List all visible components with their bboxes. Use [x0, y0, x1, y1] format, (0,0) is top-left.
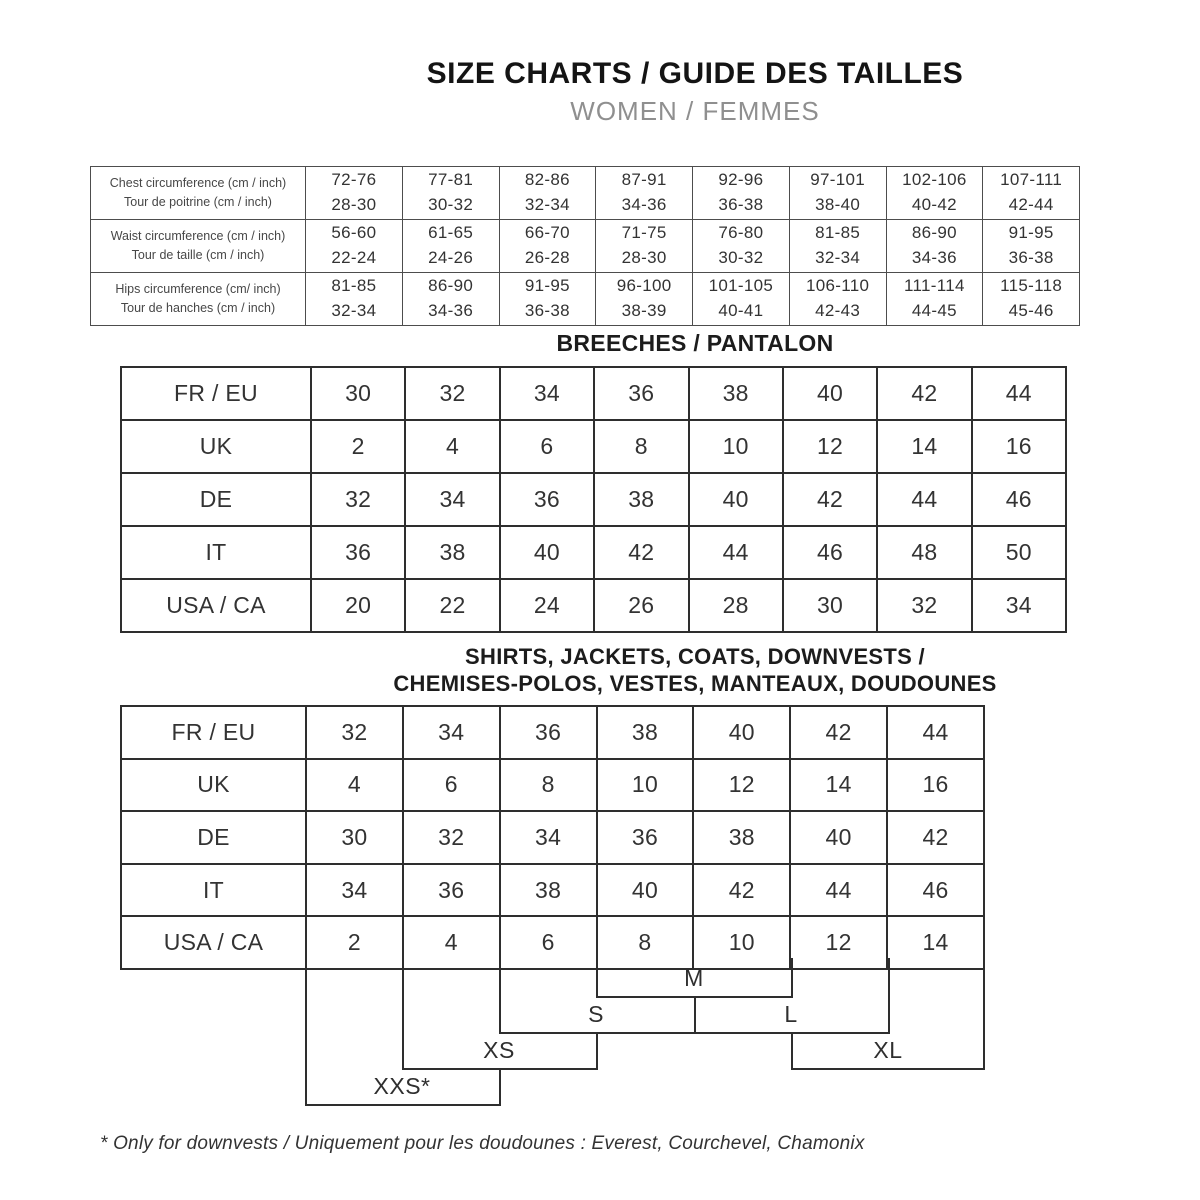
- size-cell: 42: [790, 706, 887, 759]
- size-row: [121, 420, 1066, 473]
- bracket-line: [983, 958, 985, 1068]
- bracket-line-xxs: [305, 1104, 501, 1106]
- shirts-table-body: [121, 706, 984, 969]
- measurement-label: Chest circumference (cm / inch) Tour de poitrine (cm / inch): [91, 167, 306, 220]
- size-row: [121, 367, 1066, 420]
- size-cell: 40: [689, 473, 783, 526]
- bracket-line: [596, 1032, 598, 1068]
- size-cell: 38: [689, 367, 783, 420]
- size-bracket-diagram: [120, 958, 985, 1133]
- measurement-cell: 82-86 32-34: [499, 167, 596, 220]
- size-cell: 10: [693, 916, 790, 969]
- size-cell: 40: [790, 811, 887, 864]
- size-cell: 16: [887, 759, 984, 812]
- measurement-cell: 101-105 40-41: [693, 273, 790, 326]
- bracket-line: [791, 958, 793, 996]
- size-row: [121, 526, 1066, 579]
- size-row: [121, 706, 984, 759]
- measurement-cell: 92-96 36-38: [693, 167, 790, 220]
- measurement-cell: 91-95 36-38: [983, 220, 1080, 273]
- size-cell: 42: [594, 526, 688, 579]
- size-cell: 44: [887, 706, 984, 759]
- bracket-line-xs: [402, 1068, 598, 1070]
- size-cell: 32: [403, 811, 500, 864]
- measurement-label: Waist circumference (cm / inch) Tour de taille (cm / inch): [91, 220, 306, 273]
- bracket-line-xl: [791, 1068, 985, 1070]
- size-row-label: IT: [121, 526, 311, 579]
- size-cell: 12: [783, 420, 877, 473]
- size-cell: 38: [693, 811, 790, 864]
- size-cell: 30: [306, 811, 403, 864]
- measurement-cell: 97-101 38-40: [789, 167, 886, 220]
- size-cell: 34: [306, 864, 403, 917]
- size-cell: 30: [783, 579, 877, 632]
- bracket-line-s-l: [499, 1032, 890, 1034]
- bracket-line: [305, 958, 307, 1104]
- size-row: [121, 473, 1066, 526]
- size-cell: 2: [311, 420, 405, 473]
- size-cell: 46: [783, 526, 877, 579]
- measurement-row: [91, 167, 1080, 220]
- size-cell: 40: [500, 526, 594, 579]
- measurement-cell: 107-111 42-44: [983, 167, 1080, 220]
- measurement-cell: 71-75 28-30: [596, 220, 693, 273]
- size-cell: 12: [790, 916, 887, 969]
- size-cell: 50: [972, 526, 1066, 579]
- measurement-cell: 72-76 28-30: [306, 167, 403, 220]
- size-cell: 32: [306, 706, 403, 759]
- size-cell: 42: [887, 811, 984, 864]
- size-cell: 6: [500, 916, 597, 969]
- size-cell: 36: [311, 526, 405, 579]
- size-cell: 38: [405, 526, 499, 579]
- size-cell: 34: [972, 579, 1066, 632]
- size-cell: 44: [689, 526, 783, 579]
- size-cell: 14: [887, 916, 984, 969]
- measurement-cell: 111-114 44-45: [886, 273, 983, 326]
- size-cell: 36: [594, 367, 688, 420]
- size-cell: 12: [693, 759, 790, 812]
- size-cell: 10: [689, 420, 783, 473]
- size-row-label: UK: [121, 420, 311, 473]
- size-cell: 44: [972, 367, 1066, 420]
- measurement-cell: 86-90 34-36: [886, 220, 983, 273]
- bracket-label-xl: XL: [873, 1037, 903, 1063]
- size-cell: 26: [594, 579, 688, 632]
- measurement-cell: 76-80 30-32: [693, 220, 790, 273]
- size-cell: 34: [500, 811, 597, 864]
- size-cell: 8: [597, 916, 694, 969]
- size-cell: 32: [405, 367, 499, 420]
- measurement-row: [91, 220, 1080, 273]
- shirts-section-title-line1: SHIRTS, JACKETS, COATS, DOWNVESTS /: [465, 644, 925, 669]
- size-cell: 4: [405, 420, 499, 473]
- measurement-cell: 87-91 34-36: [596, 167, 693, 220]
- size-cell: 36: [500, 706, 597, 759]
- page-subtitle: WOMEN / FEMMES: [570, 96, 820, 126]
- size-cell: 14: [790, 759, 887, 812]
- size-cell: 4: [403, 916, 500, 969]
- size-cell: 34: [500, 367, 594, 420]
- size-cell: 30: [311, 367, 405, 420]
- size-cell: 2: [306, 916, 403, 969]
- size-cell: 44: [877, 473, 971, 526]
- size-cell: 36: [500, 473, 594, 526]
- size-cell: 36: [403, 864, 500, 917]
- bracket-line: [694, 996, 696, 1032]
- size-row-label: DE: [121, 811, 306, 864]
- page-title: SIZE CHARTS / GUIDE DES TAILLES: [426, 57, 964, 90]
- size-cell: 28: [689, 579, 783, 632]
- measurement-cell: 86-90 34-36: [402, 273, 499, 326]
- measurement-cell: 106-110 42-43: [789, 273, 886, 326]
- size-cell: 34: [403, 706, 500, 759]
- size-row-label: FR / EU: [121, 367, 311, 420]
- size-cell: 8: [594, 420, 688, 473]
- size-cell: 16: [972, 420, 1066, 473]
- bracket-line: [499, 958, 501, 1032]
- size-cell: 38: [597, 706, 694, 759]
- size-cell: 34: [405, 473, 499, 526]
- size-row: [121, 811, 984, 864]
- bracket-line: [596, 958, 598, 996]
- size-cell: 20: [311, 579, 405, 632]
- shirts-section-title-line2: CHEMISES-POLOS, VESTES, MANTEAUX, DOUDOUNES: [393, 671, 997, 696]
- measurement-cell: 96-100 38-39: [596, 273, 693, 326]
- size-cell: 40: [783, 367, 877, 420]
- measurement-cell: 102-106 40-42: [886, 167, 983, 220]
- bracket-line-m: [596, 996, 793, 998]
- bracket-line: [402, 958, 404, 1068]
- measurement-cell: 56-60 22-24: [306, 220, 403, 273]
- measurement-label: Hips circumference (cm/ inch) Tour de hanches (cm / inch): [91, 273, 306, 326]
- size-cell: 32: [311, 473, 405, 526]
- size-cell: 40: [597, 864, 694, 917]
- bracket-line: [499, 1068, 501, 1104]
- size-row: [121, 759, 984, 812]
- bracket-label-m: M: [684, 965, 704, 991]
- size-cell: 48: [877, 526, 971, 579]
- size-cell: 40: [693, 706, 790, 759]
- size-cell: 22: [405, 579, 499, 632]
- size-cell: 8: [500, 759, 597, 812]
- size-cell: 38: [594, 473, 688, 526]
- breeches-table-body: [121, 367, 1066, 632]
- measurements-table-body: [91, 167, 1080, 326]
- measurement-cell: 91-95 36-38: [499, 273, 596, 326]
- measurement-cell: 77-81 30-32: [402, 167, 499, 220]
- size-row-label: UK: [121, 759, 306, 812]
- footnote: * Only for downvests / Uniquement pour les doudounes : Everest, Courchevel, Chamonix: [100, 1133, 865, 1154]
- bracket-label-xxs: XXS*: [373, 1073, 431, 1099]
- size-cell: 4: [306, 759, 403, 812]
- size-cell: 46: [972, 473, 1066, 526]
- size-row: [121, 579, 1066, 632]
- bracket-line: [888, 958, 890, 1032]
- size-cell: 6: [403, 759, 500, 812]
- size-row-label: DE: [121, 473, 311, 526]
- size-cell: 24: [500, 579, 594, 632]
- size-cell: 14: [877, 420, 971, 473]
- size-row-label: USA / CA: [121, 916, 306, 969]
- measurement-cell: 66-70 26-28: [499, 220, 596, 273]
- size-cell: 38: [500, 864, 597, 917]
- size-cell: 46: [887, 864, 984, 917]
- breeches-table: [120, 366, 1067, 633]
- measurement-row: [91, 273, 1080, 326]
- size-cell: 10: [597, 759, 694, 812]
- size-cell: 42: [783, 473, 877, 526]
- size-cell: 36: [597, 811, 694, 864]
- breeches-section-title: BREECHES / PANTALON: [556, 330, 834, 356]
- size-row-label: FR / EU: [121, 706, 306, 759]
- size-cell: 42: [693, 864, 790, 917]
- shirts-table: [120, 705, 985, 970]
- measurement-cell: 81-85 32-34: [789, 220, 886, 273]
- bracket-label-l: L: [784, 1001, 798, 1027]
- size-cell: 42: [877, 367, 971, 420]
- size-row: [121, 864, 984, 917]
- size-row-label: USA / CA: [121, 579, 311, 632]
- measurement-cell: 81-85 32-34: [306, 273, 403, 326]
- measurement-cell: 61-65 24-26: [402, 220, 499, 273]
- size-cell: 44: [790, 864, 887, 917]
- measurements-table: [90, 166, 1080, 326]
- size-cell: 32: [877, 579, 971, 632]
- bracket-line: [791, 1032, 793, 1068]
- bracket-label-s: S: [588, 1001, 604, 1027]
- bracket-label-xs: XS: [483, 1037, 515, 1063]
- size-row-label: IT: [121, 864, 306, 917]
- size-cell: 6: [500, 420, 594, 473]
- measurement-cell: 115-118 45-46: [983, 273, 1080, 326]
